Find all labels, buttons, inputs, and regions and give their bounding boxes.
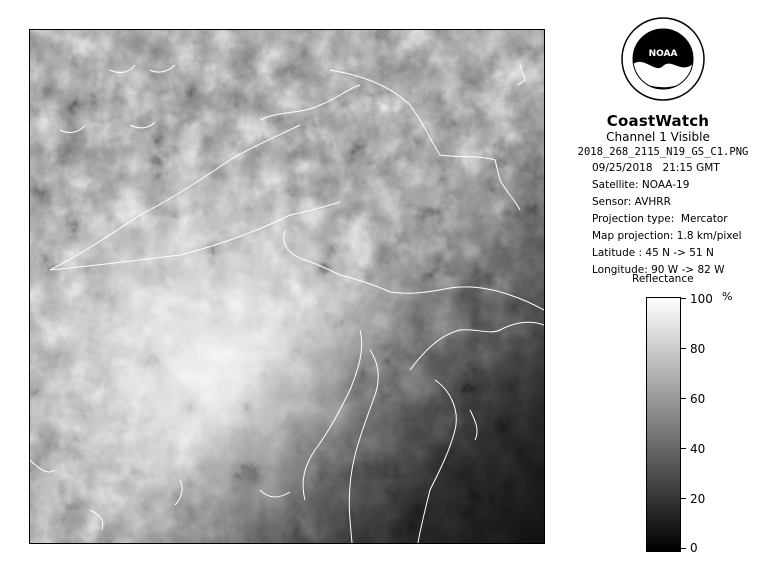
colorbar-tick-label: 40 (690, 442, 706, 456)
legend-panel (558, 0, 782, 572)
info-latitude: Latitude : 45 N -> 51 N (592, 247, 714, 259)
info-sensor: Sensor: AVHRR (592, 196, 671, 208)
noaa-logo (620, 16, 706, 102)
colorbar-tick-label: 60 (690, 392, 706, 406)
info-satellite: Satellite: NOAA-19 (592, 179, 690, 191)
reflectance-colorbar (646, 297, 681, 552)
colorbar-unit: % (722, 290, 733, 303)
app-title: CoastWatch (606, 112, 710, 130)
satellite-image (29, 29, 545, 544)
colorbar-tick-label: 0 (690, 541, 698, 555)
noaa-emblem-icon (620, 16, 706, 102)
info-datetime: 09/25/2018 21:15 GMT (592, 162, 720, 174)
colorbar-tick-label: 20 (690, 492, 706, 506)
cloud-imagery (30, 30, 544, 543)
colorbar-label: Reflectance (632, 273, 694, 285)
colorbar-tick (680, 498, 686, 499)
colorbar-tick (680, 548, 686, 549)
info-projection-type: Projection type: Mercator (592, 213, 728, 225)
colorbar-tick (680, 448, 686, 449)
file-name: 2018_268_2115_N19_GS_C1.PNG (577, 146, 749, 158)
colorbar-tick (680, 348, 686, 349)
colorbar-tick (680, 398, 686, 399)
channel-subtitle: Channel 1 Visible (606, 130, 710, 144)
colorbar-tick-label: 100 (690, 292, 713, 306)
logo-text: NOAA (648, 49, 678, 59)
info-map-projection: Map projection: 1.8 km/pixel (592, 230, 742, 242)
colorbar-tick (680, 298, 686, 299)
colorbar-tick-label: 80 (690, 342, 706, 356)
info-longitude: Longitude: 90 W -> 82 W (592, 264, 725, 276)
